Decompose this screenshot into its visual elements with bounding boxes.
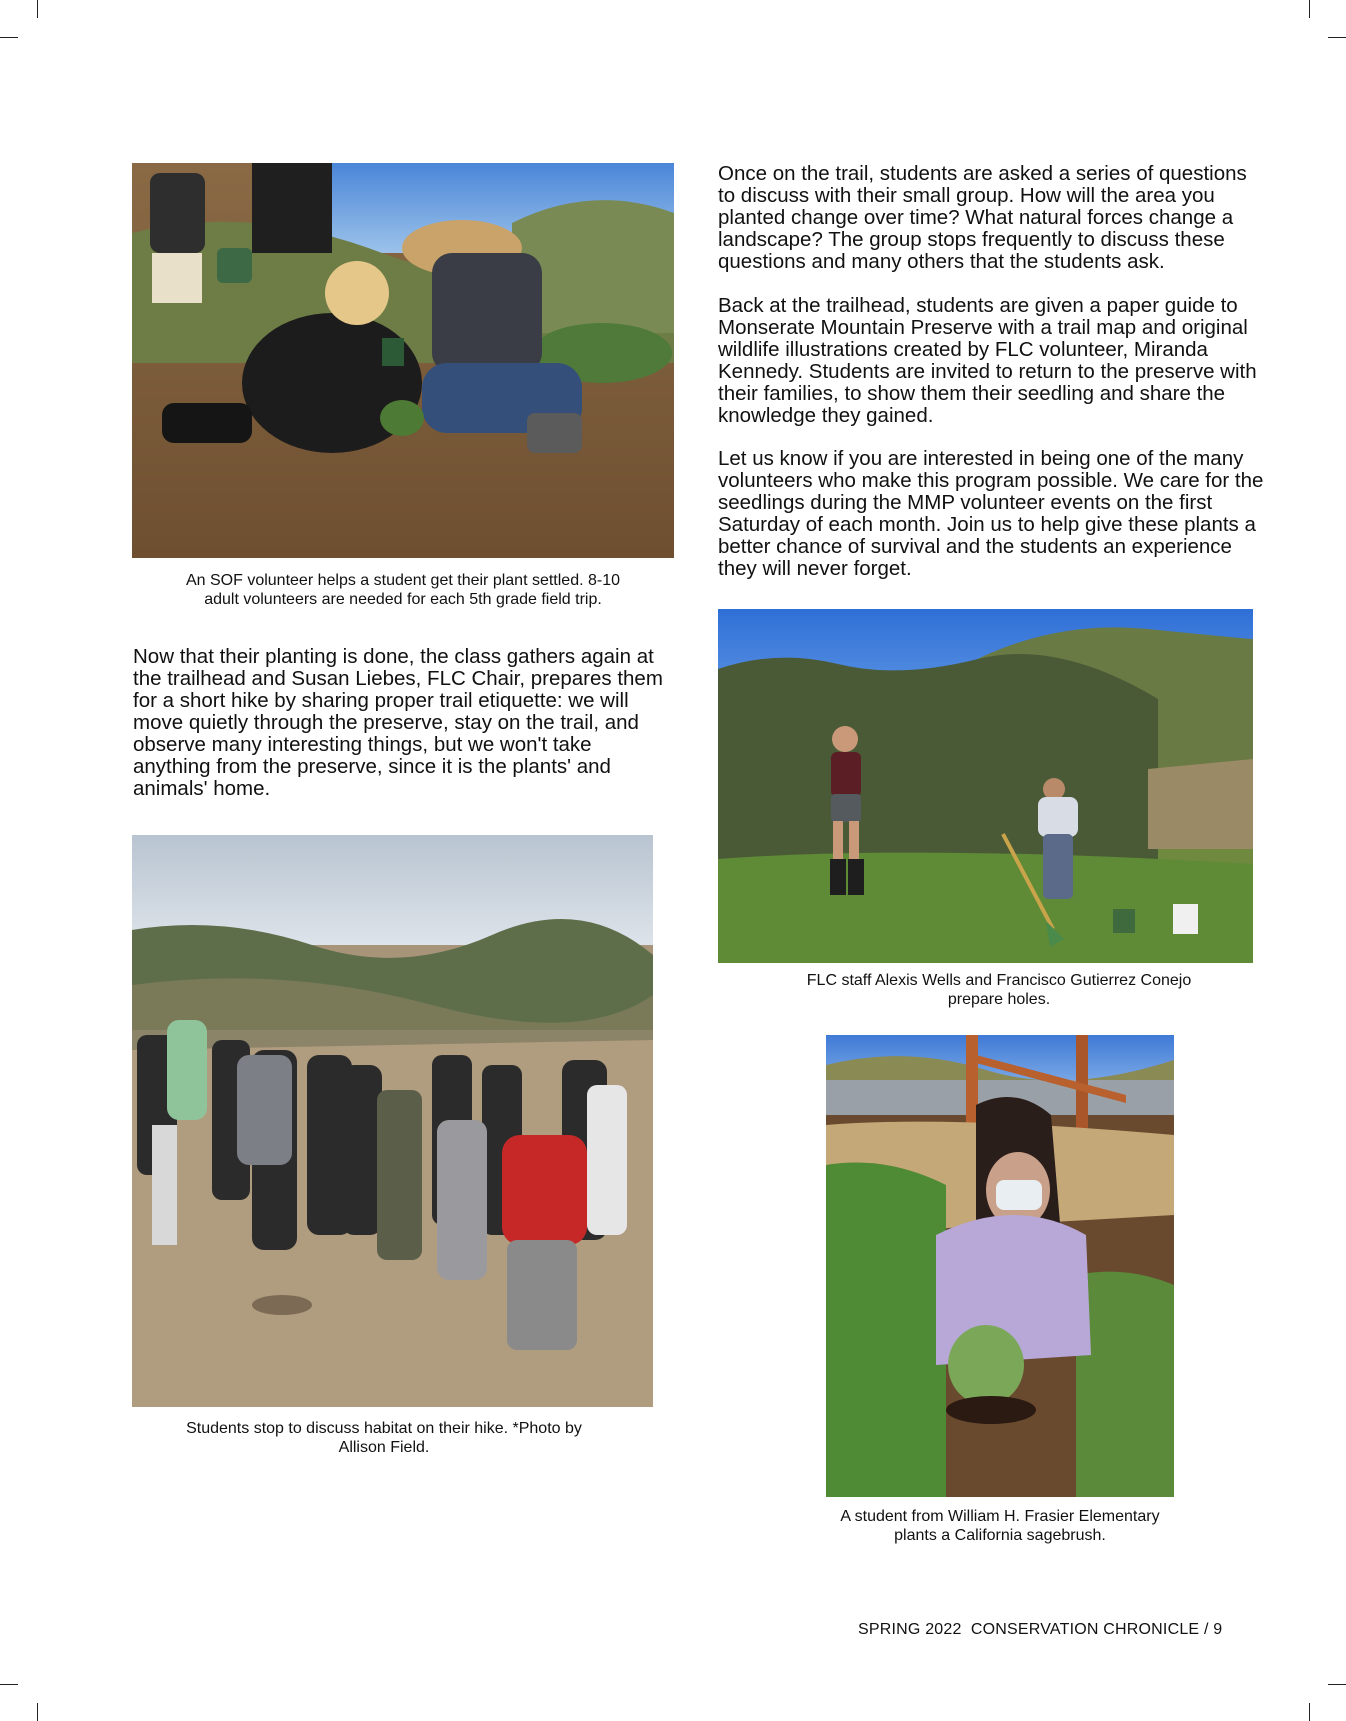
- caption-staff-preparing-holes: FLC staff Alexis Wells and Francisco Gutierrez Conejo prepare holes.: [806, 972, 1192, 1008]
- crop-mark-bottom-right-h: [1328, 1684, 1346, 1685]
- crop-mark-top-right-v: [1309, 0, 1310, 18]
- crop-mark-top-right-h: [1328, 37, 1346, 38]
- crop-mark-bottom-left-h: [0, 1684, 18, 1685]
- paragraph-trail-etiquette: Now that their planting is done, the class gathers again at the trailhead and Susan Liebes, FLC Chair, prepares them for a short hike by sharing proper trail etiquette: we will move quietly through the preserve, stay on the trail, and observe many interesting things, but we won't take anything from the preserve, since it is the plants' and animals' home.: [133, 645, 663, 800]
- paragraph-paper-guide: Back at the trailhead, students are given a paper guide to Monserate Mountain Preserve with a trail map and original wildlife illustrations created by FLC volunteer, Miranda Kennedy. Students are invited to return to the preserve with their families, to show them their seedling and share the knowledge they gained.: [718, 294, 1257, 427]
- crop-mark-bottom-right-v: [1309, 1703, 1310, 1721]
- paragraph-volunteers: Let us know if you are interested in being one of the many volunteers who make this program possible. We care for the seedlings during the MMP volunteer events on the first Saturday of each month. Join us to help give these plants a better chance of survival and the students an experience they will never forget.: [718, 447, 1264, 580]
- caption-student-sagebrush: A student from William H. Frasier Elementary plants a California sagebrush.: [840, 1508, 1160, 1544]
- photo-staff-preparing-holes: [718, 609, 1253, 963]
- photo-volunteer-planting: [132, 163, 674, 558]
- photo-students-hike: [132, 835, 653, 1407]
- page-footer: SPRING 2022 CONSERVATION CHRONICLE / 9: [858, 1621, 1223, 1638]
- caption-volunteer-planting: An SOF volunteer helps a student get their plant settled. 8-10 adult volunteers are needed for each 5th grade field trip.: [185, 572, 621, 608]
- crop-mark-top-left-v: [37, 0, 38, 18]
- caption-students-hike: Students stop to discuss habitat on their hike. *Photo by Allison Field.: [186, 1420, 582, 1456]
- crop-mark-top-left-h: [0, 37, 18, 38]
- paragraph-trail-questions: Once on the trail, students are asked a series of questions to discuss with their small group. How will the area you planted change over time? What natural forces change a landscape? The group stops frequently to discuss these questions and many others that the students ask.: [718, 162, 1247, 273]
- photo-student-sagebrush: [826, 1035, 1174, 1497]
- crop-mark-bottom-left-v: [37, 1703, 38, 1721]
